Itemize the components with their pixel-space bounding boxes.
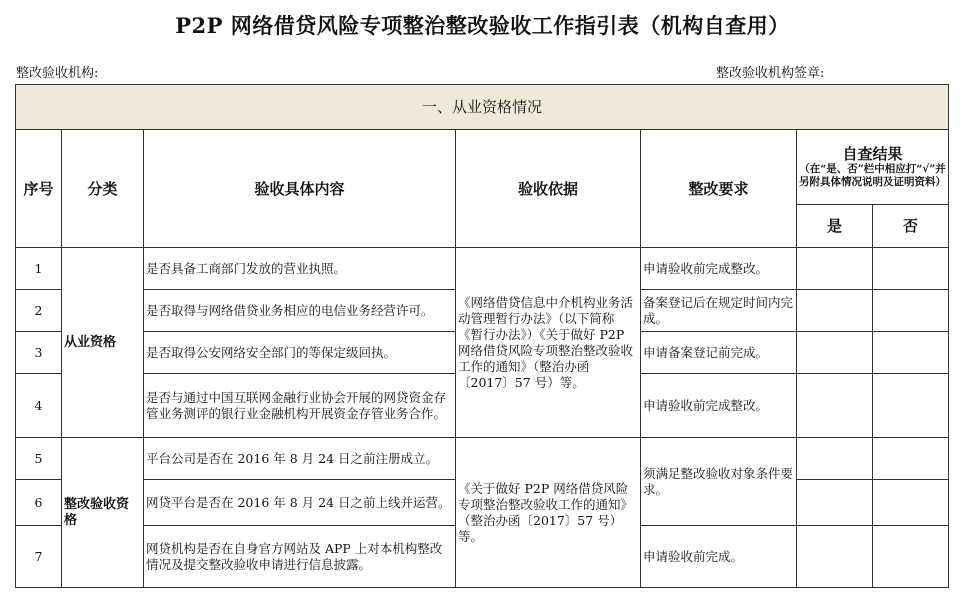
header-no: 否 [873, 205, 949, 248]
row-num: 4 [16, 374, 62, 438]
yes-cell[interactable] [797, 480, 873, 526]
no-cell[interactable] [873, 332, 949, 374]
org-label: 整改验收机构: [16, 66, 99, 81]
yes-cell[interactable] [797, 290, 873, 332]
selfcheck-title: 自查结果 [842, 145, 903, 163]
row-content: 是否具备工商部门发放的营业执照。 [144, 248, 456, 290]
row-num: 7 [16, 526, 62, 588]
header-basis: 验收依据 [456, 130, 641, 248]
yes-cell[interactable] [797, 438, 873, 480]
table-row [16, 248, 949, 290]
row-content: 是否与通过中国互联网金融行业协会开展的网贷资金存管业务测评的银行业金融机构开展资金存管业务合作。 [144, 374, 456, 438]
row-content: 是否取得公安网络安全部门的等保定级回执。 [144, 332, 456, 374]
row-content: 网贷机构是否在自身官方网站及 APP 上对本机构整改情况及提交整改验收申请进行信息披露。 [144, 526, 456, 588]
header-requirement: 整改要求 [641, 130, 797, 248]
row-content: 平台公司是否在 2016 年 8 月 24 日之前注册成立。 [144, 438, 456, 480]
table-row [16, 438, 949, 480]
page-title: P2P 网络借贷风险专项整治整改验收工作指引表（机构自查用） [175, 13, 790, 38]
row-content: 网贷平台是否在 2016 年 8 月 24 日之前上线并运营。 [144, 480, 456, 526]
row-requirement: 申请验收前完成。 [641, 526, 797, 588]
no-cell[interactable] [873, 438, 949, 480]
category-qualification: 从业资格 [62, 248, 144, 438]
no-cell[interactable] [873, 480, 949, 526]
row-requirement: 申请验收前完成整改。 [641, 374, 797, 438]
no-cell[interactable] [873, 374, 949, 438]
row-num: 3 [16, 332, 62, 374]
seal-label: 整改验收机构签章: [716, 66, 825, 81]
row-requirement: 须满足整改验收对象条件要求。 [641, 438, 797, 526]
basis-group2: 《关于做好 P2P 网络借贷风险专项整治整改验收工作的通知》（整治办函〔2017〕57 号）等。 [456, 438, 641, 588]
no-cell[interactable] [873, 290, 949, 332]
header-category: 分类 [62, 130, 144, 248]
row-requirement: 申请备案登记前完成。 [641, 332, 797, 374]
selfcheck-note: （在“是、否”栏中相应打“√”并另附具体情况说明及证明资料） [799, 163, 946, 188]
no-cell[interactable] [873, 526, 949, 588]
header-yes: 是 [797, 205, 873, 248]
header-seq: 序号 [16, 130, 62, 248]
row-content: 是否取得与网络借贷业务相应的电信业务经营许可。 [144, 290, 456, 332]
no-cell[interactable] [873, 248, 949, 290]
checklist-table [15, 84, 949, 588]
row-num: 6 [16, 480, 62, 526]
section-title: 一、从业资格情况 [16, 85, 949, 130]
category-conditions: 整改验收资格 [62, 438, 144, 588]
row-num: 2 [16, 290, 62, 332]
yes-cell[interactable] [797, 526, 873, 588]
yes-cell[interactable] [797, 374, 873, 438]
basis-group1: 《网络借贷信息中介机构业务活动管理暂行办法》（以下简称《暂行办法》）《关于做好 P2P 网络借贷风险专项整治整改验收工作的通知》（整治办函〔2017〕57 号）等。 [456, 248, 641, 438]
yes-cell[interactable] [797, 248, 873, 290]
header-selfcheck [797, 130, 949, 205]
row-requirement: 申请验收前完成整改。 [641, 248, 797, 290]
yes-cell[interactable] [797, 332, 873, 374]
row-num: 1 [16, 248, 62, 290]
row-requirement: 备案登记后在规定时间内完成。 [641, 290, 797, 332]
row-num: 5 [16, 438, 62, 480]
header-content: 验收具体内容 [144, 130, 456, 248]
